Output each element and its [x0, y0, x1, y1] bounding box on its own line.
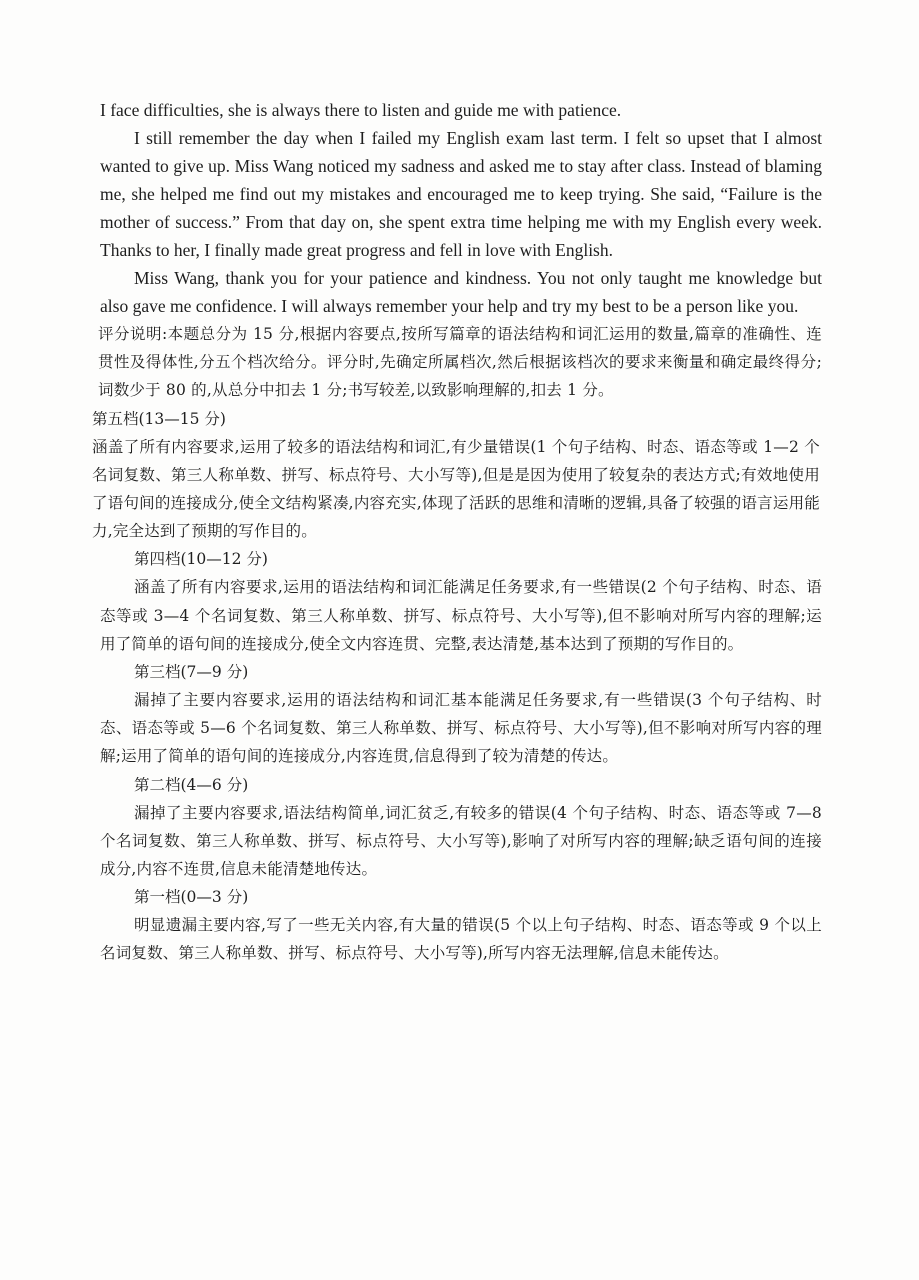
- level-5-title: 第五档(13—15 分): [92, 409, 226, 428]
- essay-paragraph-closing: Miss Wang, thank you for your patience and kindness. You not only taught me knowledge but also gave me confidence. I will always remember your help and try my best to be a person like you.: [100, 268, 822, 316]
- level-1-title: 第一档(0—3 分): [134, 888, 249, 907]
- essay-paragraph-continued: I face difficulties, she is always there to listen and guide me with patience.: [100, 100, 622, 120]
- scoring-intro: 评分说明:本题总分为 15 分,根据内容要点,按所写篇章的语法结构和词汇运用的数量,篇章的准确性、连贯性及得体性,分五个档次给分。评分时,先确定所属档次,然后根据该档次的要求来衡量和确定最终得分;词数少于 80 的,从总分中扣去 1 分;书写较差,以致影响理解的,扣去 1 分。: [98, 325, 822, 400]
- level-2-description: 漏掉了主要内容要求,语法结构简单,词汇贫乏,有较多的错误(4 个句子结构、时态、语态等或 7—8 个名词复数、第三人称单数、拼写、标点符号、大小写等),影响了对所写内容的理解;缺乏语句间的连接成分,内容不连贯,信息未能清楚地传达。: [100, 803, 822, 879]
- level-5-description: 涵盖了所有内容要求,运用了较多的语法结构和词汇,有少量错误(1 个句子结构、时态、语态等或 1—2 个名词复数、第三人称单数、拼写、标点符号、大小写等),但是是因为使用了较复杂的表达方式;有效地使用了语句间的连接成分,使全文结构紧凑,内容充实,体现了活跃的思维和清晰的逻辑,具备了较强的语言运用能力,完全达到了预期的写作目的。: [92, 437, 820, 541]
- level-3-title: 第三档(7—9 分): [134, 663, 249, 682]
- level-1-description: 明显遗漏主要内容,写了一些无关内容,有大量的错误(5 个以上句子结构、时态、语态等或 9 个以上名词复数、第三人称单数、拼写、标点符号、大小写等),所写内容无法理解,信息未能传达。: [100, 916, 822, 963]
- essay-paragraph-story: I still remember the day when I failed my English exam last term. I felt so upset that I almost wanted to give up. Miss Wang noticed my sadness and asked me to stay after class. Instead of blaming me, she helped me find out my mistakes and encouraged me to keep trying. She said, “Failure is the mother of success.” From that day on, she spent extra time helping me with my English every week. Thanks to her, I finally made great progress and fell in love with English.: [100, 128, 822, 260]
- document-content: [92, 96, 822, 968]
- level-2-title: 第二档(4—6 分): [134, 775, 249, 794]
- level-4-description: 涵盖了所有内容要求,运用的语法结构和词汇能满足任务要求,有一些错误(2 个句子结构、时态、语态等或 3—4 个名词复数、第三人称单数、拼写、标点符号、大小写等),但不影响对所写内容的理解;运用了简单的语句间的连接成分,使全文内容连贯、完整,表达清楚,基本达到了预期的写作目的。: [100, 578, 822, 653]
- level-4-title: 第四档(10—12 分): [134, 550, 268, 569]
- level-3-description: 漏掉了主要内容要求,运用的语法结构和词汇基本能满足任务要求,有一些错误(3 个句子结构、时态、语态等或 5—6 个名词复数、第三人称单数、拼写、标点符号、大小写等),但不影响对所写内容的理解;运用了简单的语句间的连接成分,内容连贯,信息得到了较为清楚的传达。: [100, 691, 822, 766]
